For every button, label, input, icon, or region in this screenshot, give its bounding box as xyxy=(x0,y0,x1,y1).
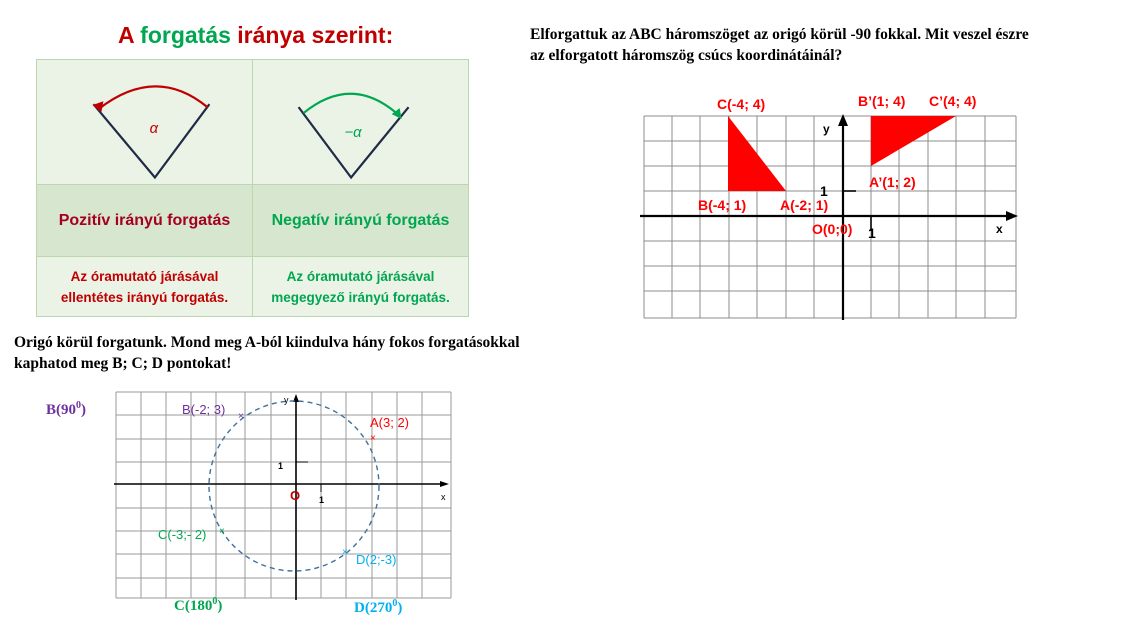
positive-rotation-figure xyxy=(36,59,253,185)
rotation-circle xyxy=(209,401,379,571)
point-c-label: C(-3;- 2) xyxy=(158,527,207,542)
negative-desc-line-2: megegyező irányú forgatás. xyxy=(271,289,450,305)
vertex-c-label: C(-4; 4) xyxy=(717,96,766,112)
section-title xyxy=(118,22,394,49)
positive-label-cell xyxy=(36,184,253,257)
grid-2-x-unit: 1 xyxy=(319,495,325,505)
negative-desc-cell xyxy=(252,256,469,317)
angle-b-text: B(90 xyxy=(46,402,76,418)
grid-2-y-unit: 1 xyxy=(278,461,284,471)
grid-2-y-label: y xyxy=(284,395,289,405)
positive-desc-cell xyxy=(36,256,253,317)
positive-desc-line-1: Az óramutató járásával xyxy=(70,268,219,284)
neg-alpha-label: −α xyxy=(344,124,362,141)
question-1-line-2: az elforgatott háromszög csúcs koordinátáinál? xyxy=(530,47,843,64)
negative-angle-diagram xyxy=(253,59,468,185)
negative-desc-line-1: Az óramutató járásával xyxy=(286,268,435,284)
vertex-b-rotated-label: B’(1; 4) xyxy=(858,93,906,109)
vertex-a-rotated-label: A’(1; 2) xyxy=(869,174,916,190)
title-part-1: A xyxy=(118,22,141,48)
angle-label-d xyxy=(354,598,402,617)
grid-1-x-unit: 1 xyxy=(868,225,876,241)
point-a-label: A(3; 2) xyxy=(370,415,410,430)
question-2-line-1: Origó körül forgatunk. Mond meg A-ból kiindulva hány fokos forgatásokkal xyxy=(14,334,520,351)
angle-c-text: C(180 xyxy=(174,598,213,614)
vertex-b-label: B(-4; 1) xyxy=(698,197,747,213)
alpha-label: α xyxy=(149,120,159,137)
angle-b-close: ) xyxy=(81,402,86,418)
negative-rotation-label: Negatív irányú forgatás xyxy=(271,211,450,229)
positive-desc-line-2: ellentétes irányú forgatás. xyxy=(60,289,229,305)
angle-c-close: ) xyxy=(217,598,223,614)
grid-1-x-label: x xyxy=(996,222,1003,236)
negative-rotation-figure xyxy=(252,59,469,185)
point-a-marker: × xyxy=(370,433,376,444)
positive-angle-diagram xyxy=(37,59,252,185)
angle-b-degree: 0 xyxy=(76,400,81,411)
circle-rotation-grid xyxy=(40,388,460,620)
angle-label-b xyxy=(46,400,86,419)
grid-2-x-label: x xyxy=(441,492,446,502)
question-2 xyxy=(14,332,574,374)
point-b-label: B(-2; 3) xyxy=(182,402,226,417)
angle-d-text: D(270 xyxy=(354,600,393,616)
origin-label: O(0;0) xyxy=(812,221,853,237)
grid-1-y-label: y xyxy=(823,122,830,136)
triangle-rotation-grid xyxy=(640,88,1025,324)
point-d-marker: × xyxy=(342,547,348,558)
negative-label-cell xyxy=(252,184,469,257)
question-1-line-1: Elforgattuk az ABC háromszöget az origó körül -90 fokkal. Mit veszel észre xyxy=(530,26,1029,43)
angle-d-close: ) xyxy=(397,600,403,616)
title-part-3: iránya szerint: xyxy=(230,22,394,48)
vertex-c-rotated-label: C’(4; 4) xyxy=(929,93,977,109)
grid-1-y-unit: 1 xyxy=(820,183,828,199)
point-b-marker: × xyxy=(238,411,244,422)
angle-d-degree: 0 xyxy=(392,598,398,609)
point-d-label: D(2;-3) xyxy=(356,552,397,567)
rotation-direction-card xyxy=(36,59,469,317)
angle-label-c xyxy=(174,596,222,615)
point-c-marker: × xyxy=(219,526,225,537)
question-1 xyxy=(530,24,1120,66)
title-part-2: forgatás xyxy=(140,22,231,48)
question-2-line-2: kaphatod meg B; C; D pontokat! xyxy=(14,355,232,372)
positive-rotation-label: Pozitív irányú forgatás xyxy=(58,211,231,229)
vertex-a-label: A(-2; 1) xyxy=(780,197,829,213)
grid-2-origin-label: O xyxy=(290,488,301,503)
angle-c-degree: 0 xyxy=(212,596,218,607)
